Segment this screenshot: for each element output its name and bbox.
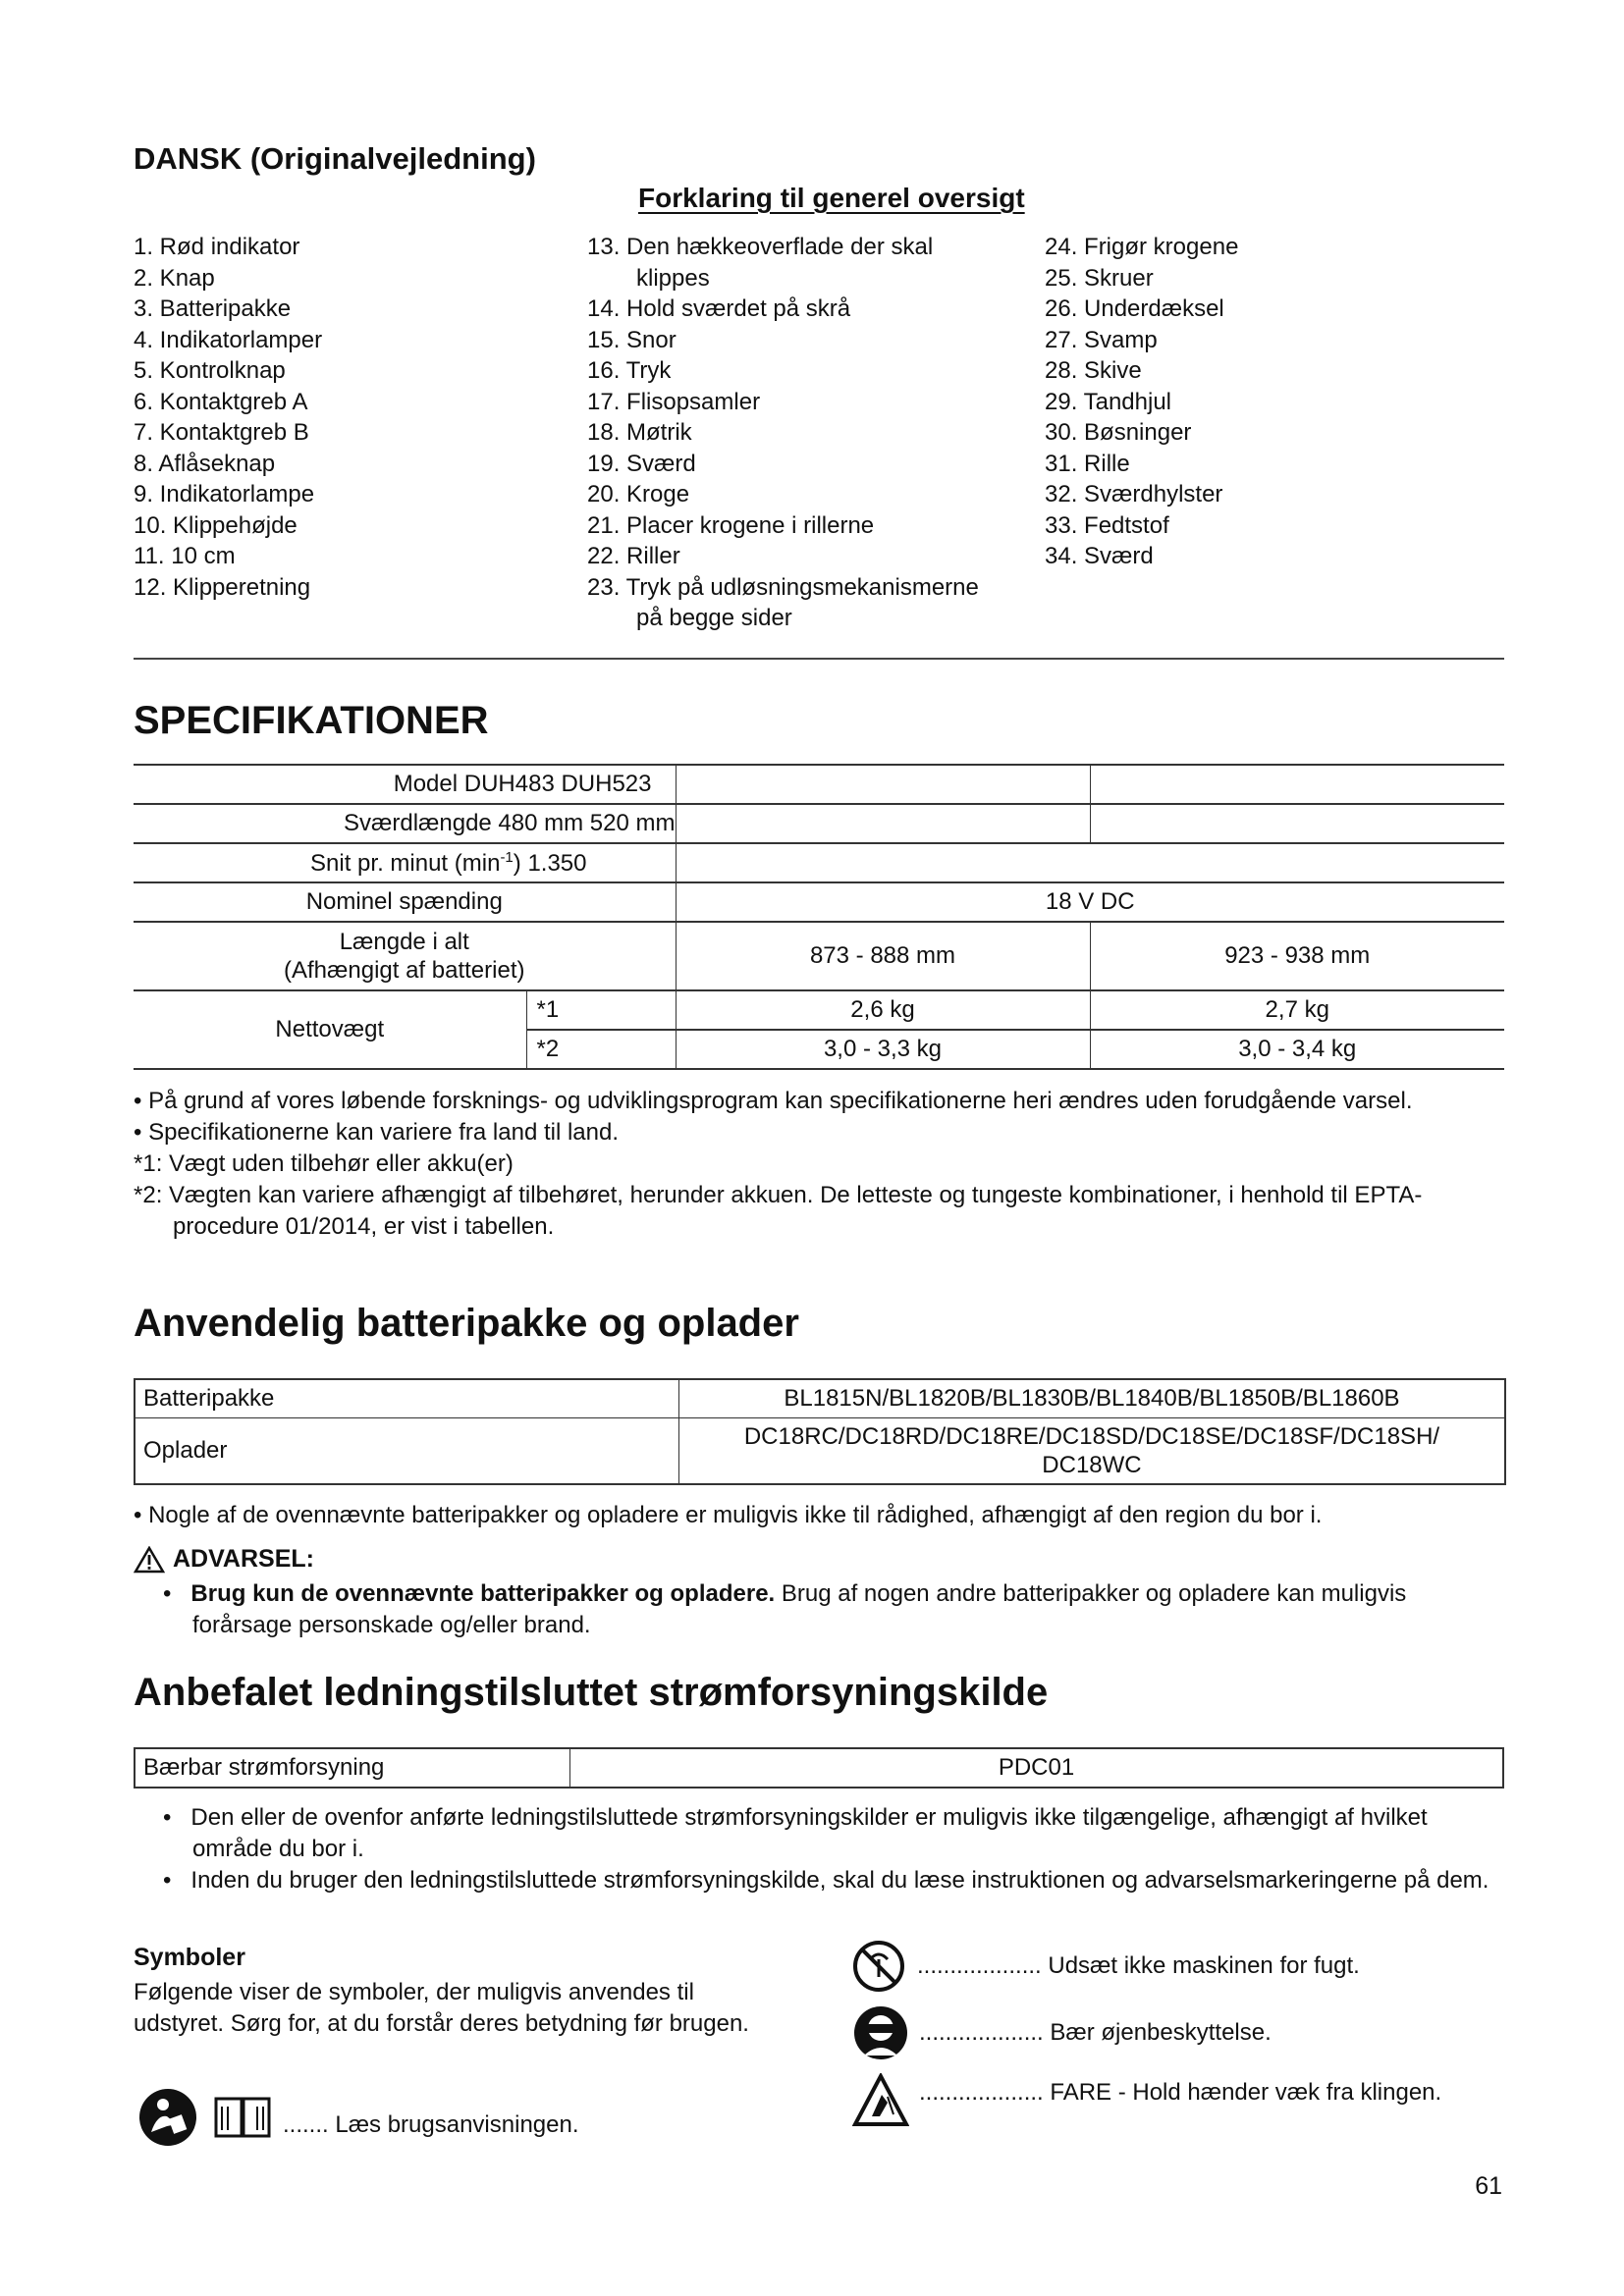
language-title: DANSK (Originalvejledning) <box>134 141 536 176</box>
list-item: 13. Den hækkeoverflade der skal <box>587 234 934 260</box>
warning-heading <box>134 1545 314 1574</box>
list-item: 7. Kontaktgreb B <box>134 419 309 446</box>
table-cell <box>678 1418 1505 1485</box>
list-item: 11. 10 cm <box>134 543 236 569</box>
table-row <box>135 1379 1505 1418</box>
symbol-label: ................... Udsæt ikke maskinen for fugt. <box>917 1952 1360 1979</box>
table-row <box>134 765 1504 804</box>
specifications-notes <box>134 1086 1508 1243</box>
table-cell: 2,7 kg <box>1090 990 1504 1030</box>
table-cell: PDC01 <box>570 1748 1503 1788</box>
table-cell <box>134 922 676 990</box>
table-cell: *1 <box>526 990 676 1030</box>
battery-title: Anvendelig batteripakke og oplader <box>134 1302 799 1345</box>
overview-column-1 <box>134 232 322 603</box>
list-item: 22. Riller <box>587 543 680 569</box>
note-content: Den eller de ovenfor anførte ledningstilsluttede strømforsyningskilder er muligvis ikke tilgængelige, afhængigt af hvilket område du bor i. <box>190 1804 1428 1862</box>
note-paragraph: • Den eller de ovenfor anførte ledningstilsluttede strømforsyningskilder er muligvis ikke tilgængelige, afhængigt af hvilket område du bor i. <box>163 1804 1428 1862</box>
symbol-label: ................... FARE - Hold hænder væk fra klingen. <box>919 2079 1442 2106</box>
list-item: 1. Rød indikator <box>134 234 300 260</box>
danger-blade-icon <box>852 2073 909 2128</box>
symbol-no-moisture <box>852 1940 1360 1993</box>
table-cell <box>1090 765 1504 804</box>
section-divider <box>134 658 1504 660</box>
warning-triangle-icon <box>134 1546 165 1574</box>
length-label-line-2: (Afhængigt af batteriet) <box>284 957 525 984</box>
warning-text <box>134 1578 1508 1641</box>
table-cell: Model DUH483 DUH523 <box>134 765 676 804</box>
symbol-read-manual <box>137 2087 579 2148</box>
list-item: 26. Underdæksel <box>1045 295 1224 322</box>
list-item: 2. Knap <box>134 264 215 292</box>
table-row <box>134 843 1504 882</box>
battery-note: • Nogle af de ovennævnte batteripakker og opladere er muligvis ikke til rådighed, afhængigt af den region du bor i. <box>134 1502 1323 1528</box>
table-cell: 923 - 938 mm <box>1090 922 1504 990</box>
list-item: 4. Indikatorlamper <box>134 326 323 353</box>
note-text: • Specifikationerne kan variere fra land til land. <box>134 1119 620 1146</box>
page-number: 61 <box>1475 2172 1502 2200</box>
list-item: 17. Flisopsamler <box>587 388 761 415</box>
table-cell: 3,0 - 3,3 kg <box>676 1030 1090 1069</box>
list-item: 29. Tandhjul <box>1045 388 1171 415</box>
length-label-line-1: Længde i alt <box>339 929 469 955</box>
list-item: 31. Rille <box>1045 450 1130 477</box>
symbol-label: ................... Bær øjenbeskyttelse. <box>919 2019 1272 2046</box>
strokes-suffix: ) 1.350 <box>513 849 587 877</box>
table-cell: Oplader <box>135 1418 678 1485</box>
list-item: 9. Indikatorlampe <box>134 481 315 507</box>
symbol-danger <box>852 2073 1441 2128</box>
list-item: 6. Kontaktgreb A <box>134 388 308 415</box>
table-cell: Nominel spænding <box>134 882 676 922</box>
list-item-continued: klippes <box>636 264 710 292</box>
note-text: *1: Vægt uden tilbehør eller akku(er) <box>134 1150 514 1177</box>
overview-column-2 <box>587 232 979 634</box>
specifications-table <box>134 764 1504 1070</box>
table-cell: *2 <box>526 1030 676 1069</box>
symbols-intro: Følgende viser de symboler, der muligvis anvendes til udstyret. Sørg for, at du forstår deres betydning før brugen. <box>134 1979 749 2037</box>
table-cell: BL1815N/BL1820B/BL1830B/BL1840B/BL1850B/BL1860B <box>678 1379 1505 1418</box>
list-item: 28. Skive <box>1045 357 1142 384</box>
list-item: 34. Sværd <box>1045 543 1154 569</box>
note-text <box>134 1802 1508 1865</box>
table-cell <box>676 804 1090 843</box>
strokes-prefix: Snit pr. minut (min <box>310 849 501 877</box>
note-text: • På grund af vores løbende forsknings- og udviklingsprogram kan specifikationerne heri ændres uden forudgående varsel. <box>134 1088 1413 1114</box>
list-item: 33. Fedtstof <box>1045 511 1169 539</box>
list-item: 30. Bøsninger <box>1045 419 1192 446</box>
list-item: 21. Placer krogene i rillerne <box>587 511 875 539</box>
power-title: Anbefalet ledningstilsluttet strømforsyningskilde <box>134 1671 1049 1714</box>
list-item: 12. Klipperetning <box>134 573 311 601</box>
overview-title: Forklaring til generel oversigt <box>638 183 1025 213</box>
table-row <box>134 990 1504 1030</box>
charger-line-2: DC18WC <box>1042 1452 1142 1478</box>
symbols-title: Symboler <box>134 1944 245 1971</box>
table-row <box>135 1748 1503 1788</box>
list-item: 27. Svamp <box>1045 326 1158 353</box>
book-icon <box>212 2093 273 2142</box>
warning-title: ADVARSEL: <box>173 1545 314 1573</box>
table-cell <box>134 843 676 882</box>
list-item: 19. Sværd <box>587 450 696 477</box>
no-moisture-icon <box>852 1940 905 1993</box>
power-notes <box>134 1802 1508 1896</box>
battery-table <box>134 1378 1506 1485</box>
warning-paragraph: • Brug kun de ovennævnte batteripakker og opladere. Brug af nogen andre batteripakker og opladere kan muligvis forårsage personskade og/eller brand. <box>163 1580 1407 1638</box>
warning-normal-text: Brug af nogen andre batteripakker og opladere kan muligvis forårsage personskade og/eller brand. <box>192 1580 1407 1638</box>
specifications-title: SPECIFIKATIONER <box>134 699 489 742</box>
table-cell: Nettovægt <box>134 990 526 1069</box>
table-cell: 873 - 888 mm <box>676 922 1090 990</box>
list-item: 25. Skruer <box>1045 264 1154 292</box>
list-item: 14. Hold sværdet på skrå <box>587 295 851 322</box>
table-row <box>134 804 1504 843</box>
symbol-eye-protection <box>852 2004 1272 2061</box>
table-row <box>134 882 1504 922</box>
list-item: 8. Aflåseknap <box>134 450 276 477</box>
warning-bold-text: Brug kun de ovennævnte batteripakker og opladere. <box>190 1580 776 1607</box>
list-item: 16. Tryk <box>587 357 672 384</box>
list-item-continued: på begge sider <box>636 605 792 631</box>
list-item: 18. Møtrik <box>587 419 692 446</box>
list-item: 5. Kontrolknap <box>134 357 286 384</box>
table-cell <box>676 843 1504 882</box>
table-cell: Batteripakke <box>135 1379 678 1418</box>
note-text: *2: Vægten kan variere afhængigt af tilbehøret, herunder akkuen. De letteste og tungeste kombinationer, i henhold til EPTA-procedure 01/2014, er vist i tabellen. <box>134 1182 1423 1240</box>
note-content: Inden du bruger den ledningstilsluttede strømforsyningskilde, skal du læse instruktionen og advarselsmarkeringerne på dem. <box>190 1867 1489 1894</box>
table-row <box>135 1418 1505 1485</box>
list-item: 3. Batteripakke <box>134 295 292 322</box>
table-cell: 2,6 kg <box>676 990 1090 1030</box>
overview-column-3 <box>1045 232 1238 572</box>
list-item: 10. Klippehøjde <box>134 511 298 539</box>
read-manual-person-icon <box>137 2087 198 2148</box>
list-item: 23. Tryk på udløsningsmekanismerne <box>587 573 979 601</box>
table-cell: Sværdlængde 480 mm 520 mm <box>134 804 676 843</box>
eye-protection-icon <box>852 2004 909 2061</box>
table-cell: Bærbar strømforsyning <box>135 1748 570 1788</box>
note-paragraph: • Inden du bruger den ledningstilsluttede strømforsyningskilde, skal du læse instruktionen og advarselsmarkeringerne på dem. <box>163 1867 1489 1894</box>
strokes-superscript: -1 <box>500 848 514 866</box>
table-cell: 3,0 - 3,4 kg <box>1090 1030 1504 1069</box>
table-row <box>134 922 1504 990</box>
table-cell <box>1090 804 1504 843</box>
symbol-label: ....... Læs brugsanvisningen. <box>283 2111 579 2138</box>
power-table <box>134 1747 1504 1789</box>
list-item: 20. Kroge <box>587 481 690 507</box>
table-cell <box>676 765 1090 804</box>
table-cell: 18 V DC <box>676 882 1504 922</box>
charger-line-1: DC18RC/DC18RD/DC18RE/DC18SD/DC18SE/DC18SF/DC18SH/ <box>743 1423 1440 1450</box>
list-item: 32. Sværdhylster <box>1045 481 1223 507</box>
list-item: 15. Snor <box>587 326 677 353</box>
note-text <box>134 1865 1508 1896</box>
list-item: 24. Frigør krogene <box>1045 234 1239 260</box>
